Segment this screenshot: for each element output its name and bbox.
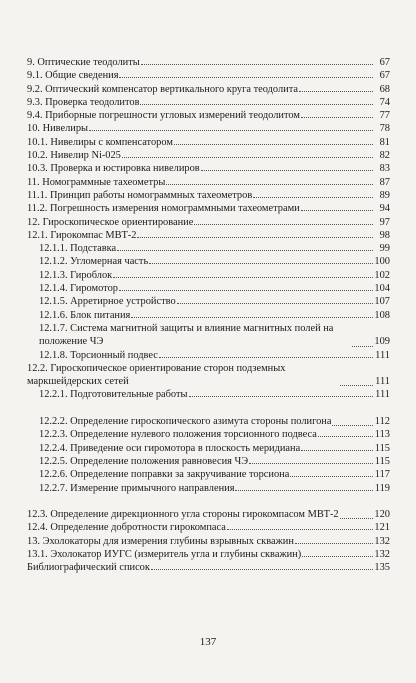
dot-leader (119, 289, 373, 291)
dot-leader (301, 116, 373, 118)
dot-leader (113, 276, 373, 278)
dot-leader (295, 542, 373, 544)
toc-entry (27, 442, 390, 455)
dot-leader (249, 462, 373, 464)
dot-leader (137, 236, 373, 238)
dot-leader (299, 90, 373, 92)
toc-entry-page: 98 (379, 229, 390, 241)
toc-entry-title: 10.2. Нивелир Ni-025 (27, 150, 121, 162)
toc-entry (27, 455, 390, 468)
toc-entry (27, 468, 390, 481)
toc-entry-title: 12.2. Гироскопическое ориентирование сторон подземных маркшейдерских сетей (27, 362, 286, 388)
dot-leader (174, 143, 373, 145)
toc-entry-title: 10. Нивелиры (27, 123, 89, 135)
toc-entry (27, 269, 390, 282)
toc-entry-title: 10.1. Нивелиры с компенсатором (27, 136, 173, 148)
dot-leader (166, 183, 373, 185)
dot-leader (131, 316, 373, 318)
toc-entry-page: 111 (375, 349, 390, 361)
toc-entry-page: 89 (379, 189, 390, 201)
toc-entry-title: 11.1. Принцип работы номограммных тахеометров (27, 189, 253, 201)
toc-entry-page: 87 (379, 176, 390, 188)
toc-entry (27, 295, 390, 308)
toc-entry (27, 255, 390, 268)
dot-leader (117, 249, 373, 251)
dot-leader (302, 555, 373, 557)
toc-entry (27, 229, 390, 242)
toc-entry-title: 9. Оптические теодолиты (27, 57, 140, 68)
dot-leader (194, 223, 373, 225)
toc-entry (27, 349, 390, 362)
toc-entry-page: 115 (374, 455, 390, 467)
dot-leader (318, 435, 373, 437)
toc-entry-title: Библиографический список (27, 562, 150, 574)
toc-entry (27, 362, 390, 389)
toc-entry-page: 132 (374, 535, 390, 547)
dot-leader (122, 156, 373, 158)
toc-entry-title: 12. Гироскопическое ориентирование (27, 216, 194, 228)
toc-entry (27, 388, 390, 401)
dot-leader (140, 103, 373, 105)
toc-entry-page: 102 (374, 269, 390, 281)
toc-entry-title: 10.3. Проверка и юстировка нивелиров (27, 163, 200, 175)
toc-entry-title: 12.4. Определение добротности гирокомпаса (27, 522, 226, 534)
toc-entry (27, 309, 390, 322)
toc-entry (27, 202, 390, 215)
toc-entry (27, 521, 390, 534)
toc-entry-title: 12.2.4. Приведение оси гиромотора в плоскость меридиана (39, 442, 301, 454)
toc-entry (27, 56, 390, 69)
dot-leader (177, 302, 373, 304)
toc-entry (27, 109, 390, 122)
toc-entry (27, 83, 390, 96)
page-number: 137 (199, 636, 217, 648)
dot-leader (159, 356, 373, 358)
toc-entry-title: 11.2. Погрешность измерения номограммными тахеометрами (27, 203, 300, 215)
toc-entry-title: 12.2.7. Измерение примычного направления (39, 482, 235, 494)
toc-entry-title: 12.1.2. Угломерная часть (39, 256, 149, 268)
toc-entry-page: 68 (379, 83, 390, 95)
toc-entry-title: 12.1.7. Система магнитной защиты и влияние магнитных полей на положение ЧЭ (39, 322, 334, 348)
toc-entry (27, 136, 390, 149)
toc-entry (27, 162, 390, 175)
toc-entry-title: 12.1.3. Гироблок (39, 269, 113, 281)
toc-entry (27, 322, 390, 349)
toc-entry-page: 82 (379, 150, 390, 162)
toc-entry-page: 74 (379, 96, 390, 108)
toc-entry-page: 111 (375, 376, 390, 388)
toc-entry-page: 109 (374, 336, 390, 348)
dot-leader (301, 449, 373, 451)
dot-leader (151, 568, 373, 570)
dot-leader (340, 384, 373, 386)
toc-entry (27, 561, 390, 574)
dot-leader (119, 76, 373, 78)
toc-entry (27, 495, 390, 522)
toc-entry (27, 282, 390, 295)
toc-entry-title: 12.1.1. Подставка (39, 243, 117, 255)
toc-entry-page: 108 (374, 309, 390, 321)
toc-entry-page: 78 (379, 123, 390, 135)
toc-entry-page: 132 (374, 548, 390, 560)
toc-entry (27, 535, 390, 548)
toc-entry-title: 11. Номограммные тахеометры (27, 176, 166, 188)
dot-leader (201, 169, 373, 171)
toc-entry-page: 112 (374, 416, 390, 428)
toc-entry-title: 12.1.5. Арретирное устройство (39, 296, 176, 308)
toc-entry (27, 402, 390, 429)
toc-entry-title: 12.1.4. Гиромотор (39, 283, 118, 295)
toc-entry-page: 117 (374, 469, 390, 481)
dot-leader (340, 517, 373, 519)
toc-entry-title: 9.2. Оптический компенсатор вертикального круга теодолита (27, 83, 299, 95)
toc-entry-page: 135 (374, 562, 390, 574)
toc-entry-title: 9.3. Проверка теодолитов (27, 96, 140, 108)
toc-entry-title: 12.2.5. Определение положения равновесия ЧЭ (39, 455, 249, 467)
toc-entry-title: 12.3. Определение дирекционного угла стороны гирокомпасом МВТ-2 (27, 509, 339, 521)
toc-entry-page: 77 (379, 110, 390, 122)
toc-entry-page: 119 (374, 482, 390, 494)
toc-entry (27, 548, 390, 561)
toc-entry-page: 115 (374, 442, 390, 454)
toc-entry (27, 189, 390, 202)
dot-leader (290, 475, 373, 477)
dot-leader (235, 489, 373, 491)
toc-entry-title: 12.1.8. Торсионный подвес (39, 349, 158, 361)
dot-leader (227, 528, 373, 530)
dot-leader (149, 262, 373, 264)
toc-entry-title: 12.2.3. Определение нулевого положения торсионного подвеса (39, 429, 317, 441)
toc-entry-title: 12.2.6. Определение поправки за закручивание торсиона (39, 469, 290, 481)
dot-leader (89, 129, 373, 131)
toc-entry-page: 99 (379, 243, 390, 255)
toc-entry-title: 12.2.1. Подготовительные работы (39, 389, 188, 401)
dot-leader (253, 196, 373, 198)
toc-entry-page: 81 (379, 136, 390, 148)
toc-entry-page: 83 (379, 163, 390, 175)
toc-entry-title: 13. Эхолокаторы для измерения глубины взрывных скважин (27, 535, 294, 547)
toc-entry-title: 9.1. Общие сведения (27, 70, 119, 82)
toc-entry-page: 67 (379, 70, 390, 82)
toc-entry (27, 428, 390, 441)
toc-entry-title: 12.1. Гирокомпас МВТ-2 (27, 229, 137, 241)
toc-entry (27, 216, 390, 229)
toc-entry-page: 121 (374, 522, 390, 534)
dot-leader (352, 345, 373, 347)
toc-entry (27, 122, 390, 135)
toc-entry-page: 100 (374, 256, 390, 268)
dot-leader (189, 395, 374, 397)
toc-entry (27, 242, 390, 255)
toc-entry (27, 482, 390, 495)
toc-entry (27, 69, 390, 82)
toc-entry (27, 96, 390, 109)
toc-entry-page: 104 (374, 283, 390, 295)
toc-entry-page: 94 (379, 203, 390, 215)
toc-entry (27, 176, 390, 189)
toc-entry-title: 9.4. Приборные погрешности угловых измерений теодолитом (27, 110, 300, 122)
toc-entry-page: 97 (379, 216, 390, 228)
toc-entry-page: 107 (374, 296, 390, 308)
toc-entry-page: 111 (375, 389, 390, 401)
toc-entry-title: 12.2.2. Определение гироскопического азимута стороны полигона (39, 416, 332, 428)
table-of-contents (27, 56, 390, 575)
dot-leader (332, 424, 373, 426)
dot-leader (141, 63, 373, 65)
toc-entry-page: 120 (374, 509, 390, 521)
toc-entry (27, 149, 390, 162)
toc-entry-title: 12.1.6. Блок питания (39, 309, 131, 321)
toc-entry-page: 67 (379, 57, 390, 68)
dot-leader (301, 209, 373, 211)
toc-entry-page: 113 (374, 429, 390, 441)
toc-entry-title: 13.1. Эхолокатор ИУГС (измеритель угла и глубины скважин) (27, 548, 302, 560)
